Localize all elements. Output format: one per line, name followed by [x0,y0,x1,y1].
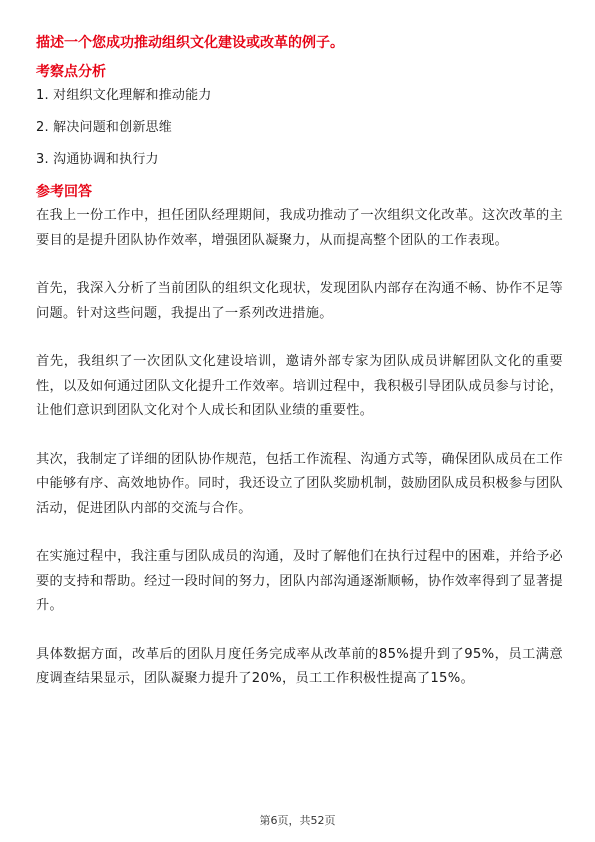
answer-body [36,204,563,692]
analysis-points-list [36,88,563,168]
answer-paragraph: 首先，我深入分析了当前团队的组织文化现状，发现团队内部存在沟通不畅、协作不足等问题。针对这些问题，我提出了一系列改进措施。 [36,281,563,321]
answer-paragraph: 其次，我制定了详细的团队协作规范，包括工作流程、沟通方式等，确保团队成员在工作中能够有序、高效地协作。同时，我还设立了团队奖励机制，鼓励团队成员积极参与团队活动，促进团队内部的交流与合作。 [36,451,563,516]
answer-paragraph: 在实施过程中，我注重与团队成员的沟通，及时了解他们在执行过程中的困难，并给予必要的支持和帮助。经过一段时间的努力，团队内部沟通逐渐顺畅，协作效率得到了显著提升。 [36,549,563,613]
answer-paragraph: 在我上一份工作中，担任团队经理期间，我成功推动了一次组织文化改革。这次改革的主要目的是提升团队协作效率，增强团队凝聚力，从而提高整个团队的工作表现。 [36,208,563,248]
answer-paragraph: 首先，我组织了一次团队文化建设培训，邀请外部专家为团队成员讲解团队文化的重要性，以及如何通过团队文化提升工作效率。培训过程中，我积极引导团队成员参与讨论，让他们意识到团队文化对个人成长和团队业绩的重要性。 [36,354,563,418]
question-title: 描述一个您成功推动组织文化建设或改革的例子。 [36,35,344,51]
answer-paragraph: 具体数据方面，改革后的团队月度任务完成率从改革前的85%提升到了95%，员工满意度调查结果显示，团队凝聚力提升了20%，员工工作积极性提高了15%。 [36,646,563,686]
page-content [36,32,563,716]
analysis-point: 1. 对组织文化理解和推动能力 [36,88,212,103]
analysis-point: 3. 沟通协调和执行力 [36,152,159,167]
analysis-point: 2. 解决问题和创新思维 [36,120,172,135]
analysis-heading: 考察点分析 [36,64,106,80]
page-number: 第6页，共52页 [259,814,336,827]
answer-heading: 参考回答 [36,184,92,200]
